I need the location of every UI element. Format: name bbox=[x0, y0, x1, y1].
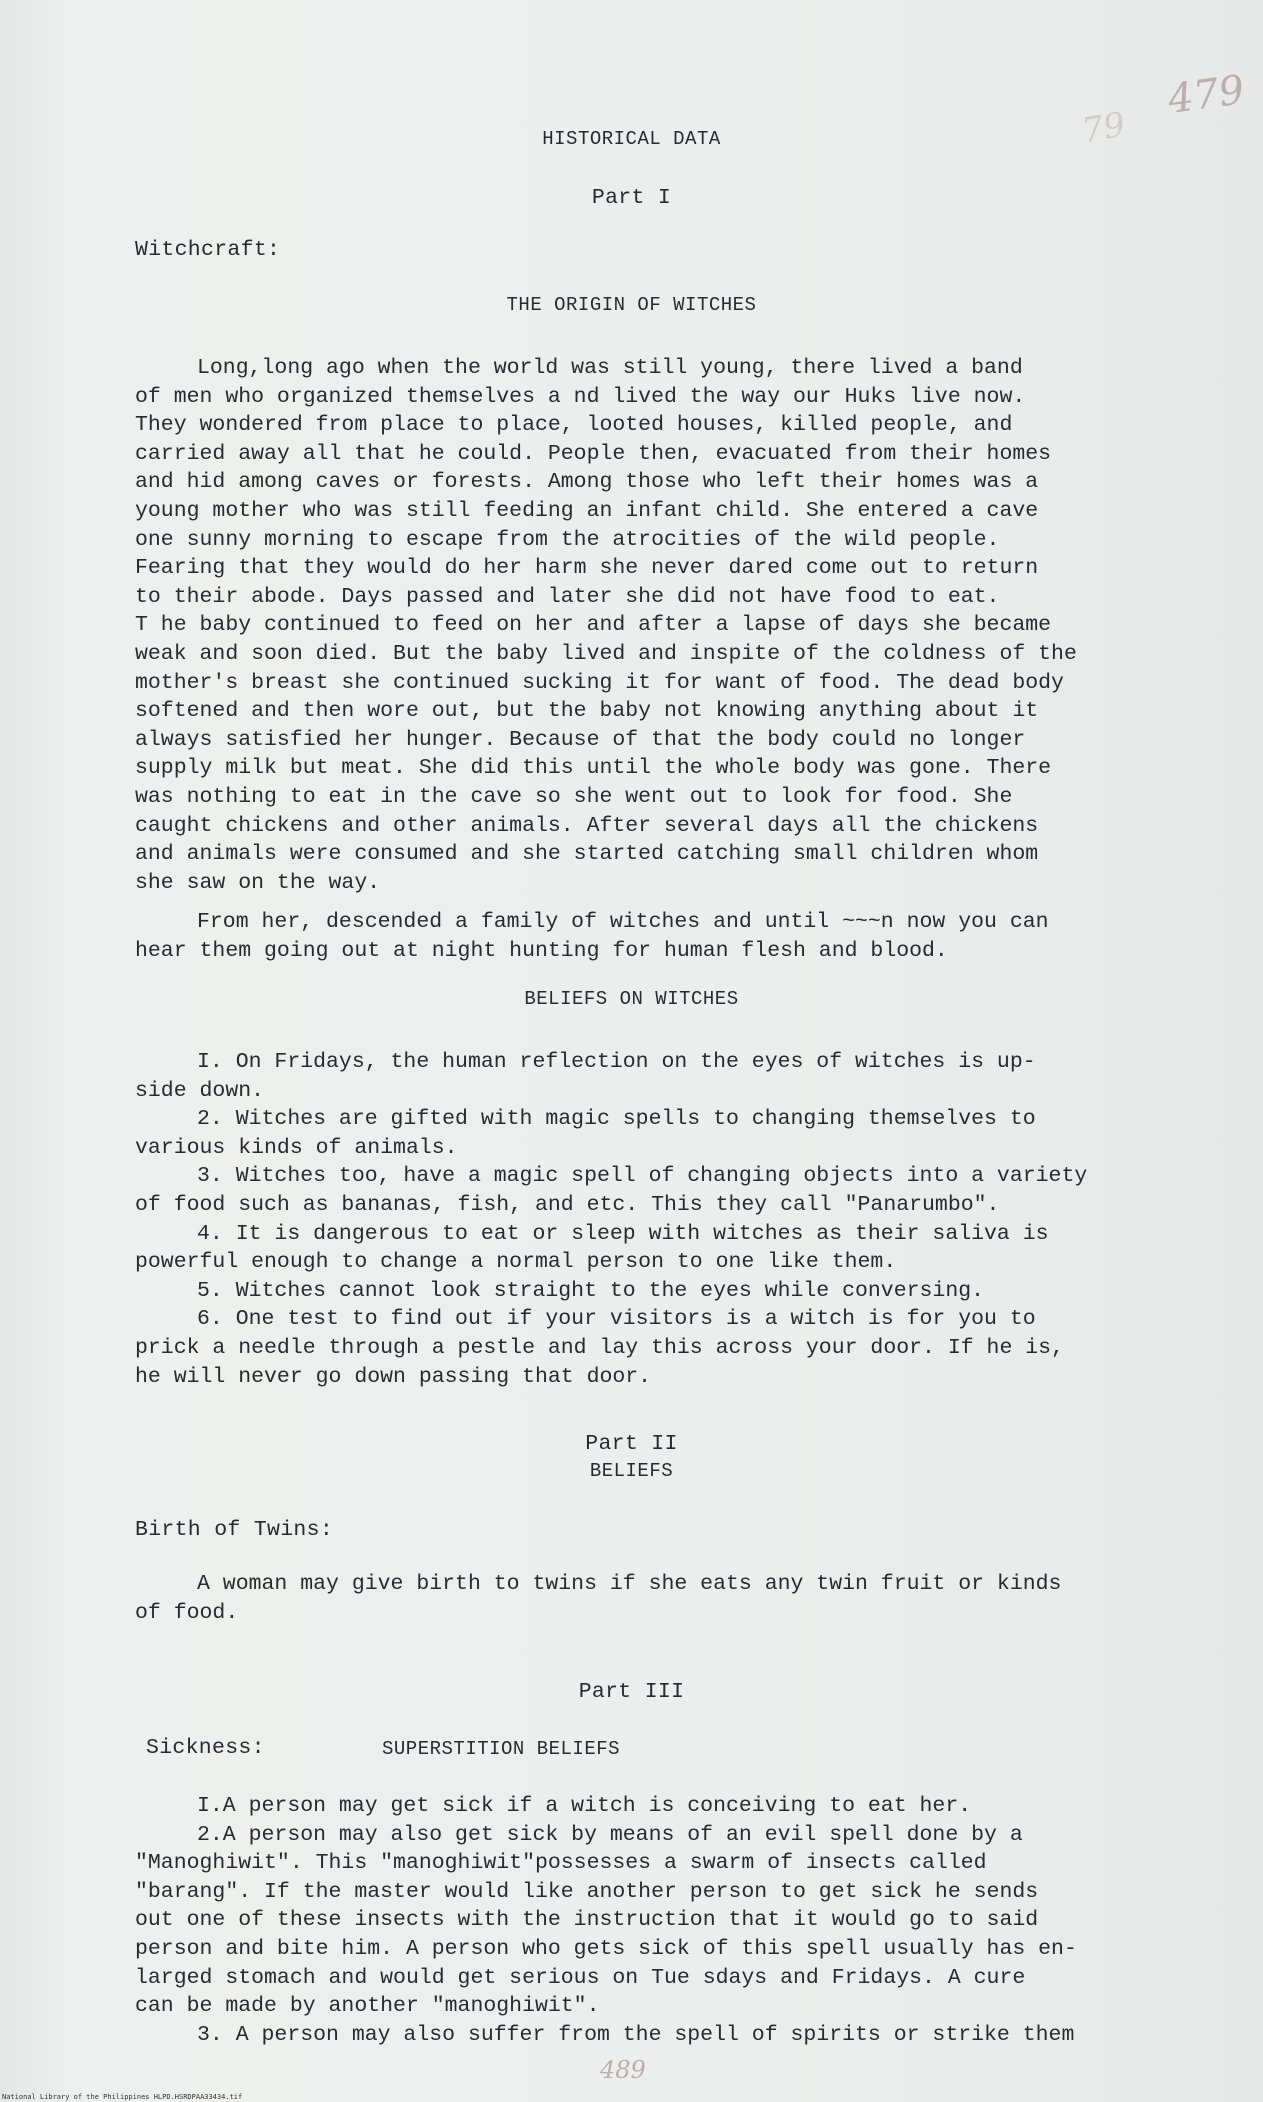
document-header: HISTORICAL DATA bbox=[542, 128, 721, 150]
text-line: I. On Fridays, the human reflection on the eyes of witches is up- bbox=[197, 1050, 1036, 1074]
text-line: side down. bbox=[135, 1078, 265, 1103]
text-line: and hid among caves or forests. Among those who left their homes was a bbox=[135, 470, 1039, 495]
origin-story-paragraph bbox=[135, 354, 1175, 897]
text-line: he will never go down passing that door. bbox=[135, 1364, 652, 1389]
text-line: 4. It is dangerous to eat or sleep with witches as their saliva is bbox=[197, 1221, 1049, 1246]
text-line: weak and soon died. But the baby lived and inspite of the coldness of the bbox=[135, 641, 1077, 666]
section-heading-sickness: Sickness: bbox=[146, 1736, 265, 1760]
text-line: of men who organized themselves a nd lived the way our Huks live now. bbox=[135, 384, 1026, 409]
text-line: one sunny morning to escape from the atrocities of the wild people. bbox=[135, 527, 1000, 552]
text-line: caught chickens and other animals. After several days all the chickens bbox=[135, 813, 1039, 838]
handwritten-page-number: 479 bbox=[1165, 66, 1248, 124]
text-line: 6. One test to find out if your visitors is a witch is for you to bbox=[197, 1307, 1036, 1332]
text-line: always satisfied her hunger. Because of that the body could no longer bbox=[135, 727, 1026, 752]
text-line: From her, descended a family of witches and until ~~~n now you can bbox=[197, 910, 1049, 934]
text-line: softened and then wore out, but the baby not knowing anything about it bbox=[135, 699, 1039, 724]
text-line: out one of these insects with the instruction that it would go to said bbox=[135, 1908, 1039, 1933]
part-three-label: Part III bbox=[578, 1680, 685, 1704]
text-line: 3. Witches too, have a magic spell of changing objects into a variety bbox=[197, 1164, 1088, 1189]
text-line: hear them going out at night hunting for human flesh and blood. bbox=[135, 938, 948, 963]
text-line: can be made by another "manoghiwit". bbox=[135, 1994, 600, 2019]
text-line: "barang". If the master would like another person to get sick he sends bbox=[135, 1879, 1039, 1904]
text-line: I.A person may get sick if a witch is conceiving to eat her. bbox=[197, 1794, 972, 1818]
beliefs-on-witches-title: BELIEFS ON WITCHES bbox=[524, 988, 739, 1010]
text-line: of food. bbox=[135, 1600, 239, 1625]
text-line: prick a needle through a pestle and lay this across your door. If he is, bbox=[135, 1335, 1064, 1360]
text-line: carried away all that he could. People then, evacuated from their homes bbox=[135, 441, 1052, 466]
section-heading-birth-of-twins: Birth of Twins: bbox=[135, 1518, 334, 1542]
sickness-paragraph bbox=[135, 1792, 1175, 2049]
text-line: 2.A person may also get sick by means of an evil spell done by a bbox=[197, 1822, 1023, 1847]
text-line: supply milk but meat. She did this until the whole body was gone. There bbox=[135, 756, 1052, 781]
part-two-title: BELIEFS bbox=[589, 1460, 674, 1482]
text-line: 5. Witches cannot look straight to the eyes while conversing. bbox=[197, 1278, 985, 1303]
text-line: "Manoghiwit". This "manoghiwit"possesses a swarm of insects called bbox=[135, 1851, 987, 1876]
part-two-label: Part II bbox=[585, 1432, 678, 1456]
text-line: T he baby continued to feed on her and after a lapse of days she became bbox=[135, 613, 1052, 638]
text-line: 2. Witches are gifted with magic spells to changing themselves to bbox=[197, 1107, 1036, 1132]
text-line: she saw on the way. bbox=[135, 870, 381, 895]
text-line: and animals were consumed and she started catching small children whom bbox=[135, 842, 1039, 867]
text-line: powerful enough to change a normal person to one like them. bbox=[135, 1250, 897, 1275]
text-line: was nothing to eat in the cave so she went out to look for food. She bbox=[135, 784, 1013, 809]
twins-paragraph bbox=[135, 1570, 1175, 1627]
text-line: various kinds of animals. bbox=[135, 1135, 458, 1160]
part-one-label: Part I bbox=[591, 186, 672, 210]
text-line: of food such as bananas, fish, and etc. This they call "Panarumbo". bbox=[135, 1192, 1000, 1217]
superstition-beliefs-title: SUPERSTITION BELIEFS bbox=[382, 1738, 621, 1760]
text-line: to their abode. Days passed and later she did not have food to eat. bbox=[135, 584, 1000, 609]
descent-paragraph bbox=[135, 908, 1175, 965]
beliefs-list bbox=[135, 1048, 1175, 1391]
text-line: person and bite him. A person who gets sick of this spell usually has en- bbox=[135, 1936, 1077, 1961]
text-line: Fearing that they would do her harm she never dared come out to return bbox=[135, 556, 1039, 581]
origin-of-witches-title: THE ORIGIN OF WITCHES bbox=[506, 294, 757, 316]
handwritten-page-number-faint: 79 bbox=[1078, 104, 1129, 152]
text-line: larged stomach and would get serious on Tue sdays and Fridays. A cure bbox=[135, 1965, 1026, 1990]
text-line: mother's breast she continued sucking it for want of food. The dead body bbox=[135, 670, 1064, 695]
text-line: young mother who was still feeding an infant child. She entered a cave bbox=[135, 498, 1039, 523]
section-heading-witchcraft: Witchcraft: bbox=[135, 238, 281, 262]
text-line: A woman may give birth to twins if she eats any twin fruit or kinds bbox=[197, 1572, 1062, 1596]
text-line: They wondered from place to place, looted houses, killed people, and bbox=[135, 413, 1013, 438]
handwritten-bottom-number: 489 bbox=[600, 2056, 646, 2084]
text-line: 3. A person may also suffer from the spell of spirits or strike them bbox=[197, 2022, 1075, 2047]
text-line: Long,long ago when the world was still young, there lived a band bbox=[197, 356, 1023, 380]
archive-footer: National Library of the Philippines HLPD.HSRDPAA33434.tif bbox=[2, 2093, 243, 2101]
